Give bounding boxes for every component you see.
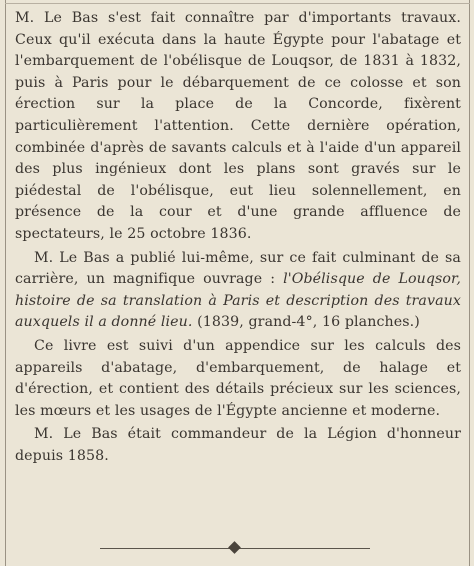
body-text xyxy=(15,8,461,469)
book-title: l'Obélisque de Louqsor, histoire de sa translation à Paris et description des travaux auxquels il a donné lieu. xyxy=(15,271,461,331)
page-edge-left xyxy=(5,0,6,566)
page-edge-top xyxy=(5,3,470,4)
paragraph-2-note: (1839, grand-4°, 16 planches.) xyxy=(192,314,420,331)
paragraph-2 xyxy=(15,248,461,334)
paragraph-3: Ce livre est suivi d'un appendice sur les calculs des appareils d'abatage, d'embarquement, de halage et d'érection, et contient des détails précieux sur les sciences, les mœurs et les usages de l'Égypte ancienne et moderne. xyxy=(15,337,461,419)
paragraph-2-text: M. Le Bas a publié lui-même, sur ce fait culminant de sa carrière, un magnifique ouvrage : xyxy=(15,249,461,288)
page-edge-right xyxy=(469,0,470,566)
paragraph-1: M. Le Bas s'est fait connaître par d'importants travaux. Ceux qu'il exécuta dans la haute Égypte pour l'abatage et l'embarquement de l'obélisque de Louqsor, de 1831 à 1832, puis à Paris pour le débarquement de ce colosse et son érection sur la place de la Concorde, fixèrent particulièrement l'attention. Cette dernière opération, combinée d'après de savants calculs et à l'aide d'un appareil des plus ingénieux dont les plans sont gravés sur le piédestal de l'obélisque, eut lieu solennellement, en présence de la cour et d'une grande affluence de spectateurs, le 25 octobre 1836. xyxy=(15,10,461,242)
paragraph-4: M. Le Bas était commandeur de la Légion d'honneur depuis 1858. xyxy=(15,426,461,464)
divider-ornament xyxy=(228,541,241,554)
